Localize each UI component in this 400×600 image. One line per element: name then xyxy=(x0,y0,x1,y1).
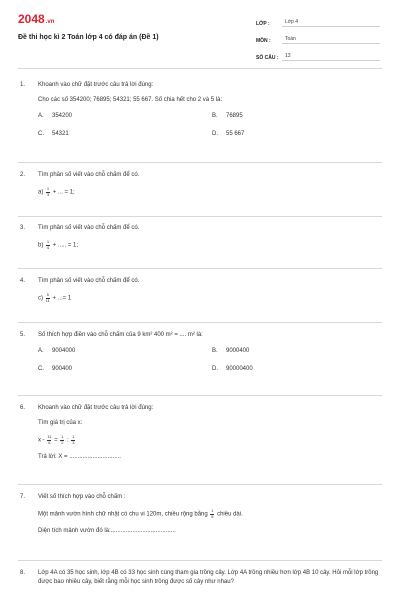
option-letter: C. xyxy=(38,131,44,137)
meta-panel xyxy=(256,16,380,67)
divider xyxy=(18,216,382,217)
detail-text: chiều dài. xyxy=(217,511,243,518)
meta-label: LỚP : xyxy=(256,21,270,27)
question-equation xyxy=(38,435,382,445)
option-text: 9004000 xyxy=(52,348,76,354)
option-c[interactable] xyxy=(38,366,212,372)
option-letter: C. xyxy=(38,366,44,372)
fraction-denominator: 3 xyxy=(72,439,75,445)
question-find: Tìm giá trị của x: xyxy=(38,420,83,426)
divider xyxy=(18,484,382,485)
question-text: Lớp 4A có 35 học sinh, lớp 4B có 33 học sinh cùng tham gia trồng cây. Lớp 4A trồng nhiều hơn lớp 4B 10 cây. Hỏi mỗi lớp trồng được bao nhiêu cây, biết rằng mỗi học sinh trồng được số cây như nhau? xyxy=(38,570,379,585)
option-letter: D. xyxy=(212,131,218,137)
meta-value: Lớp 4 xyxy=(282,19,380,27)
question-text: Tìm phân số viết vào chỗ chấm để có. xyxy=(38,225,140,231)
option-b[interactable] xyxy=(212,348,362,354)
option-letter: B. xyxy=(212,348,218,354)
option-b[interactable] xyxy=(212,113,362,119)
option-text: 9000400 xyxy=(226,348,250,354)
fraction-numerator: 5 xyxy=(46,292,49,297)
equation-operator: = xyxy=(54,437,58,444)
question-text: Viết số thích hợp vào chỗ chấm : xyxy=(38,494,126,500)
question-detail xyxy=(38,509,382,519)
question-number: 8. xyxy=(20,570,26,576)
expression-suffix: + ..... = 1; xyxy=(52,242,79,249)
fraction-numerator: 1 xyxy=(46,186,50,191)
question-expression xyxy=(38,293,382,303)
expression-prefix: c) xyxy=(38,295,43,302)
expression-suffix: + ... = 1; xyxy=(52,189,75,196)
meta-row-count xyxy=(256,50,380,61)
fraction-denominator: 4 xyxy=(46,244,50,250)
fraction-numerator: 1 xyxy=(46,239,50,244)
fraction xyxy=(46,187,50,197)
equation-prefix: x - xyxy=(38,437,45,444)
meta-row-subject xyxy=(256,33,380,44)
question-subtext: Cho các số 354200; 76895; 54321; 55 667. Số chia hết cho 2 và 5 là: xyxy=(38,97,223,103)
option-text: 354200 xyxy=(52,113,73,119)
equation-operator: : xyxy=(67,437,69,444)
fraction-denominator: 2 xyxy=(61,439,64,445)
fraction-numerator: 1 xyxy=(72,434,75,439)
divider xyxy=(18,322,382,323)
option-d[interactable] xyxy=(212,131,362,137)
question-1 xyxy=(20,82,382,137)
fraction-denominator: 6 xyxy=(48,439,51,445)
question-text: Khoanh vào chữ đặt trước câu trả lời đúng: xyxy=(38,405,154,411)
meta-value: Toán xyxy=(282,36,380,44)
question-number: 7. xyxy=(20,494,26,500)
divider xyxy=(18,68,382,69)
question-8 xyxy=(20,569,382,587)
options xyxy=(38,113,382,137)
question-number: 4. xyxy=(20,278,26,284)
logo-suffix: .vn xyxy=(45,19,55,25)
question-number: 6. xyxy=(20,405,26,411)
option-letter: B. xyxy=(212,113,218,119)
answer-line: Trả lời: X = ............................... xyxy=(38,453,121,460)
divider xyxy=(18,268,382,269)
question-2 xyxy=(20,172,382,197)
fraction xyxy=(46,240,50,250)
question-text: Số thích hợp điền vào chỗ chấm của 9 km² 400 m² = .... m² là: xyxy=(38,332,203,338)
options xyxy=(38,348,382,372)
question-3 xyxy=(20,225,382,250)
option-letter: A. xyxy=(38,348,44,354)
fraction-denominator: 11 xyxy=(45,297,50,303)
option-text: 90000400 xyxy=(226,366,253,372)
question-7 xyxy=(20,494,382,534)
meta-value: 13 xyxy=(282,53,380,61)
expression-prefix: a) xyxy=(38,189,44,196)
question-text: Tìm phân số viết vào chỗ chấm để có. xyxy=(38,172,140,178)
logo-main: 2048 xyxy=(18,12,45,26)
fraction xyxy=(47,435,51,445)
fraction xyxy=(46,293,50,303)
meta-row-class xyxy=(256,16,380,27)
option-text: 55 667 xyxy=(226,131,245,137)
site-logo[interactable] xyxy=(18,12,54,26)
fraction xyxy=(60,435,64,445)
expression-prefix: b) xyxy=(38,242,44,249)
question-text: Khoanh vào chữ đặt trước câu trả lời đúng: xyxy=(38,82,154,88)
question-text: Tìm phân số viết vào chỗ chấm để có. xyxy=(38,278,140,284)
fraction xyxy=(210,509,214,519)
fraction-numerator: 1 xyxy=(211,508,214,513)
detail-text: Một mảnh vườn hình chữ nhật có chu vi 120m, chiều rộng bằng xyxy=(38,511,208,518)
question-number: 1. xyxy=(20,82,26,88)
option-text: 900400 xyxy=(52,366,73,372)
question-expression xyxy=(38,240,382,250)
option-a[interactable] xyxy=(38,348,212,354)
option-text: 76895 xyxy=(226,113,243,119)
question-4 xyxy=(20,278,382,303)
option-letter: D. xyxy=(212,366,218,372)
page-title: Đề thi học kì 2 Toán lớp 4 có đáp án (Đề 1) xyxy=(18,34,159,41)
option-c[interactable] xyxy=(38,131,212,137)
option-d[interactable] xyxy=(212,366,362,372)
option-letter: A. xyxy=(38,113,44,119)
fraction xyxy=(71,435,75,445)
fraction-numerator: 1 xyxy=(61,434,64,439)
divider xyxy=(18,560,382,561)
question-5 xyxy=(20,332,382,372)
expression-suffix: + ...= 1 xyxy=(52,295,72,302)
question-number: 3. xyxy=(20,225,26,231)
meta-label: MÔN : xyxy=(256,38,271,44)
divider xyxy=(18,395,382,396)
question-number: 5. xyxy=(20,332,26,338)
fraction-denominator: 3 xyxy=(46,191,50,197)
divider xyxy=(18,162,382,163)
meta-label: SỐ CÂU : xyxy=(256,55,279,61)
fraction-denominator: 5 xyxy=(211,513,214,519)
option-a[interactable] xyxy=(38,113,212,119)
question-number: 2. xyxy=(20,172,26,178)
question-6 xyxy=(20,405,382,460)
question-expression xyxy=(38,187,382,197)
answer-line: Diện tích mảnh vườn đó là:....................................... xyxy=(38,527,176,534)
fraction-numerator: 11 xyxy=(47,434,52,439)
option-text: 54321 xyxy=(52,131,69,137)
